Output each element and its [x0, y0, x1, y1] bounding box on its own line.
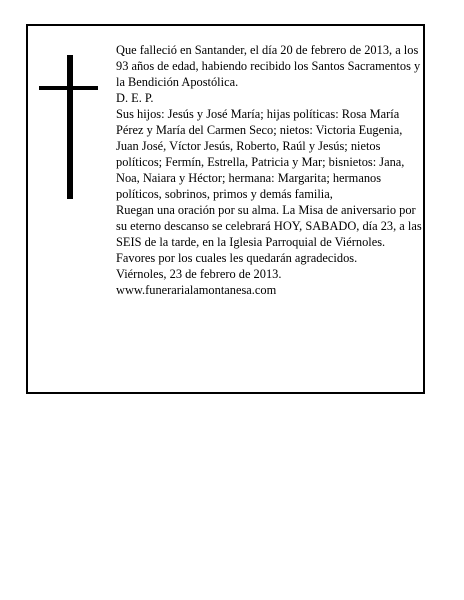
funeral-home-website: www.funerarialamontanesa.com	[116, 283, 277, 297]
family-list: Sus hijos: Jesús y José María; hijas políticas: Rosa María Pérez y María del Carmen Seco; nietos: Victoria Eugenia, Juan José, Víctor Jesús, Roberto, Raúl y Jesús; nietos políticos; Fermín, Estrella, Patricia y Mar; bisnietos: Jana, Noa, Naiara y Héctor; hermana: Margarita; hermanos políticos, sobrinos, primos y demás familia,	[116, 107, 405, 201]
obituary-notice	[26, 24, 425, 394]
place-date: Viérnoles, 23 de febrero de 2013.	[116, 267, 282, 281]
rip-line: D. E. P.	[116, 91, 154, 105]
cross-horizontal-bar	[39, 86, 98, 90]
cross-vertical-bar	[67, 55, 73, 199]
mass-announcement: Ruegan una oración por su alma. La Misa de aniversario por su eterno descanso se celebrará HOY, SABADO, día 23, a las SEIS de la tarde, en la Iglesia Parroquial de Viérnoles. Favores por los cuales les quedarán agradecidos.	[116, 203, 422, 265]
death-announcement: Que falleció en Santander, el día 20 de febrero de 2013, a los 93 años de edad, habiendo recibido los Santos Sacramentos y la Bendición Apostólica.	[116, 43, 421, 89]
notice-text	[116, 42, 422, 298]
